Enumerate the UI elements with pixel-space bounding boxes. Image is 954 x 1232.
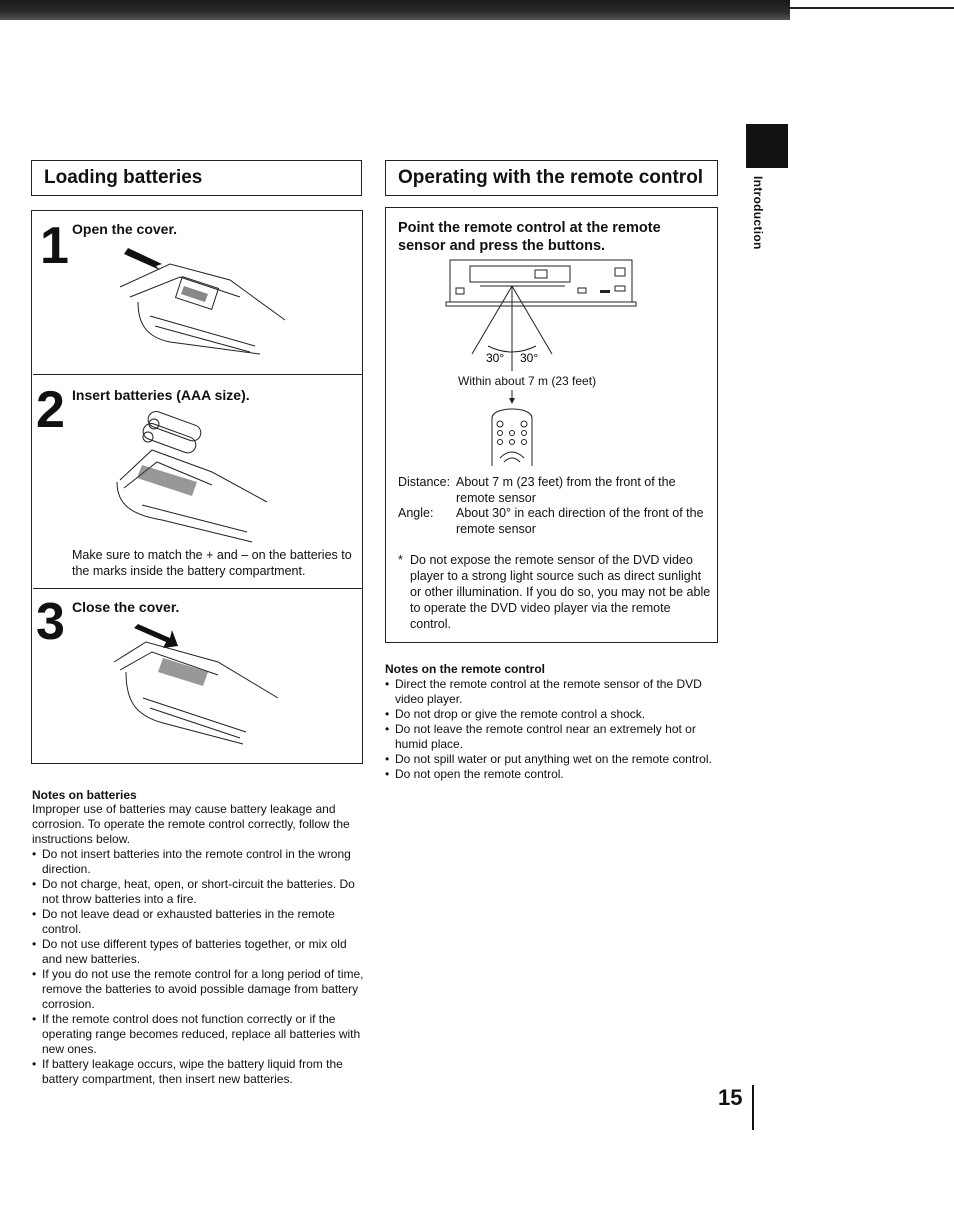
step-3-title: Close the cover.: [72, 599, 180, 615]
remote-notes-list: [385, 677, 715, 782]
open-cover-illustration: [110, 242, 290, 367]
loading-batteries-title-box: [31, 160, 362, 196]
section-tab-label: Introduction: [751, 176, 765, 250]
list-item: • If the remote control does not function correctly or if the operating range becomes reduced, replace all batteries with new ones.: [32, 1012, 365, 1057]
list-item: • Do not use different types of batteries together, or mix old and new batteries.: [32, 937, 365, 967]
remote-control-icon: [492, 409, 532, 466]
page-number-rule: [752, 1085, 754, 1130]
remote-control-title-box: [385, 160, 718, 196]
list-item: • Do not drop or give the remote control a shock.: [385, 707, 715, 722]
step-divider: [33, 588, 362, 589]
list-item: • Do not leave the remote control near an extremely hot or humid place.: [385, 722, 715, 752]
step-1-number: 1: [40, 217, 69, 275]
list-item: • Do not charge, heat, open, or short-circuit the batteries. Do not throw batteries into a fire.: [32, 877, 365, 907]
list-item: • If battery leakage occurs, wipe the battery liquid from the battery compartment, then insert new batteries.: [32, 1057, 365, 1087]
section-tab-marker: [746, 124, 788, 168]
list-item: • Do not insert batteries into the remote control in the wrong direction.: [32, 847, 365, 877]
close-cover-illustration: [108, 620, 288, 755]
header-rule: [790, 7, 954, 9]
step-divider: [33, 374, 362, 375]
remote-control-title: Operating with the remote control: [398, 167, 704, 188]
section-tab: [748, 176, 768, 266]
list-item: • Do not spill water or put anything wet on the remote control.: [385, 752, 715, 767]
step-3-number: 3: [36, 593, 65, 651]
step-2-note: Make sure to match the + and – on the batteries to the marks inside the battery compartment.: [72, 548, 352, 578]
page-number: 15: [718, 1085, 743, 1110]
list-item: • Direct the remote control at the remote sensor of the DVD video player.: [385, 677, 715, 707]
list-item: • Do not open the remote control.: [385, 767, 715, 782]
battery-notes-list: [32, 847, 365, 1087]
step-2-number: 2: [36, 381, 65, 439]
range-caption: Within about 7 m (23 feet): [458, 374, 597, 388]
angle-text: About 30° in each direction of the front of the remote sensor: [456, 506, 704, 536]
arrow-left-icon: [124, 248, 162, 270]
angle-label: Angle:: [398, 506, 434, 520]
header-bar: [0, 0, 790, 20]
battery-notes-heading: Notes on batteries: [32, 788, 137, 802]
remote-box-heading: Point the remote control at the remote sensor and press the buttons.: [398, 220, 661, 254]
angle-right-label: 30°: [520, 351, 539, 365]
step-1-title: Open the cover.: [72, 221, 178, 237]
battery-icon: [141, 410, 203, 455]
list-item: • Do not leave dead or exhausted batteries in the remote control.: [32, 907, 365, 937]
remote-range-diagram: [440, 256, 640, 476]
battery-notes-intro: Improper use of batteries may cause battery leakage and corrosion. To operate the remote control correctly, follow the instructions below.: [32, 802, 350, 846]
list-item: • If you do not use the remote control for a long period of time, remove the batteries to avoid possible damage from battery corrosion.: [32, 967, 365, 1012]
angle-left-label: 30°: [486, 351, 505, 365]
remote-notes-heading: Notes on the remote control: [385, 662, 546, 676]
insert-batteries-illustration: [112, 410, 272, 550]
distance-text: About 7 m (23 feet) from the front of the remote sensor: [456, 475, 676, 505]
caution-text: Do not expose the remote sensor of the DVD video player to a strong light source such as direct sunlight or other illumination. If you do so, you may not be able to operate the DVD video player via the remote control.: [410, 553, 711, 631]
dvd-player-icon: [446, 260, 636, 306]
distance-label: Distance:: [398, 475, 451, 489]
loading-batteries-title: Loading batteries: [44, 167, 203, 188]
caution-mark: *: [398, 553, 403, 567]
step-2-title: Insert batteries (AAA size).: [72, 387, 250, 403]
